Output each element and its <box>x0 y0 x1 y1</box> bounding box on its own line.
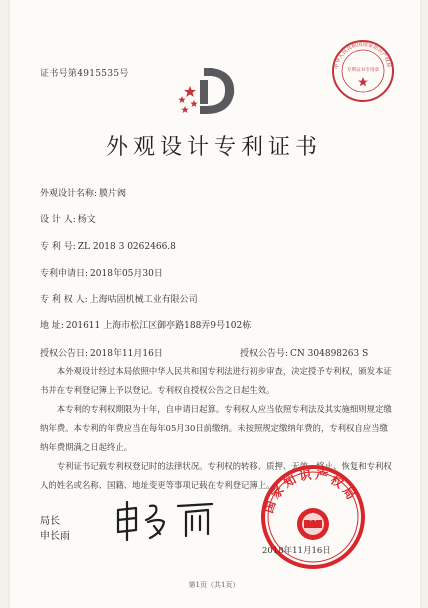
announcement-date <box>40 346 163 359</box>
announcement-number-label: 授权公告号: <box>240 349 289 359</box>
field-value: 201611 上海市松江区御亭路188弄9号102栋 <box>65 321 252 331</box>
body-paragraph: 本外观设计经过本局依照中华人民共和国专利法进行初步审查，决定授予专利权，颁发本证书并在专利登记簿上予以登记。专利权自授权公告之日起生效。 <box>40 366 392 395</box>
field-filing-date <box>40 266 163 279</box>
body-paragraph: 专利证书记载专利权登记时的法律状况。专利权的转移、质押、无效、终止、恢复和专利权人的姓名或名称、国籍、地址变更等事项记载在专利登记簿上。 <box>40 461 392 490</box>
field-label: 设 计 人: <box>40 215 76 225</box>
field-label: 专 利 权 人: <box>40 295 88 305</box>
svg-text:中华人民共和国国家知识产权局 <box>332 40 394 70</box>
field-patent-number <box>40 239 176 252</box>
emblem-ring-text: 中华人民共和国国家知识产权局 <box>334 41 392 70</box>
field-label: 专利申请日: <box>40 269 89 279</box>
field-designer <box>40 212 96 225</box>
certificate-title: 外观设计专利证书 <box>105 135 322 160</box>
field-value: 2018年05月30日 <box>90 269 163 279</box>
announcement-number-value: CN 304898263 S <box>290 349 369 359</box>
field-value: 上海咕固机械工业有限公司 <box>89 295 198 305</box>
field-address <box>40 318 251 331</box>
announcement-number <box>240 346 368 359</box>
field-label: 地 址: <box>40 321 64 331</box>
announcement-date-label: 授权公告日: <box>40 349 89 359</box>
field-value: ZL 2018 3 0262466.8 <box>77 242 176 252</box>
body-paragraph: 本专利的专利权期限为十年，自申请日起算。专利权人应当依照专利法及其实施细则规定缴纳年费。本专利的年费应当在每年05月30日前缴纳。未按照规定缴纳年费的，专利权自应当缴纳年费期满之日起终止。 <box>40 404 392 452</box>
announcement-date-value: 2018年11月16日 <box>90 349 163 359</box>
field-patentee <box>40 292 198 305</box>
seal-ring-text: 国家知识产权局 <box>261 467 360 515</box>
field-design-name <box>40 186 126 199</box>
certificate-number: 证书号第4915535号 <box>40 69 129 79</box>
field-value: 膜片阀 <box>99 189 127 199</box>
field-label: 外观设计名称: <box>40 189 98 199</box>
director-title: 局长 <box>40 516 60 527</box>
seal-date: 2018年11月16日 <box>262 546 331 556</box>
cnipa-logo-icon <box>172 60 242 120</box>
director-name: 申长雨 <box>40 531 70 542</box>
emblem-center-text: 专利证书专用章 <box>346 68 380 73</box>
field-label: 专 利 号: <box>40 242 76 252</box>
director-signature <box>108 496 228 544</box>
special-seal-emblem <box>330 38 396 104</box>
national-emblem-icon <box>297 508 329 540</box>
page-indicator: 第1页（共1页） <box>188 581 240 589</box>
field-value: 杨文 <box>77 215 96 225</box>
svg-text:国家知识产权局 <box>261 466 360 514</box>
